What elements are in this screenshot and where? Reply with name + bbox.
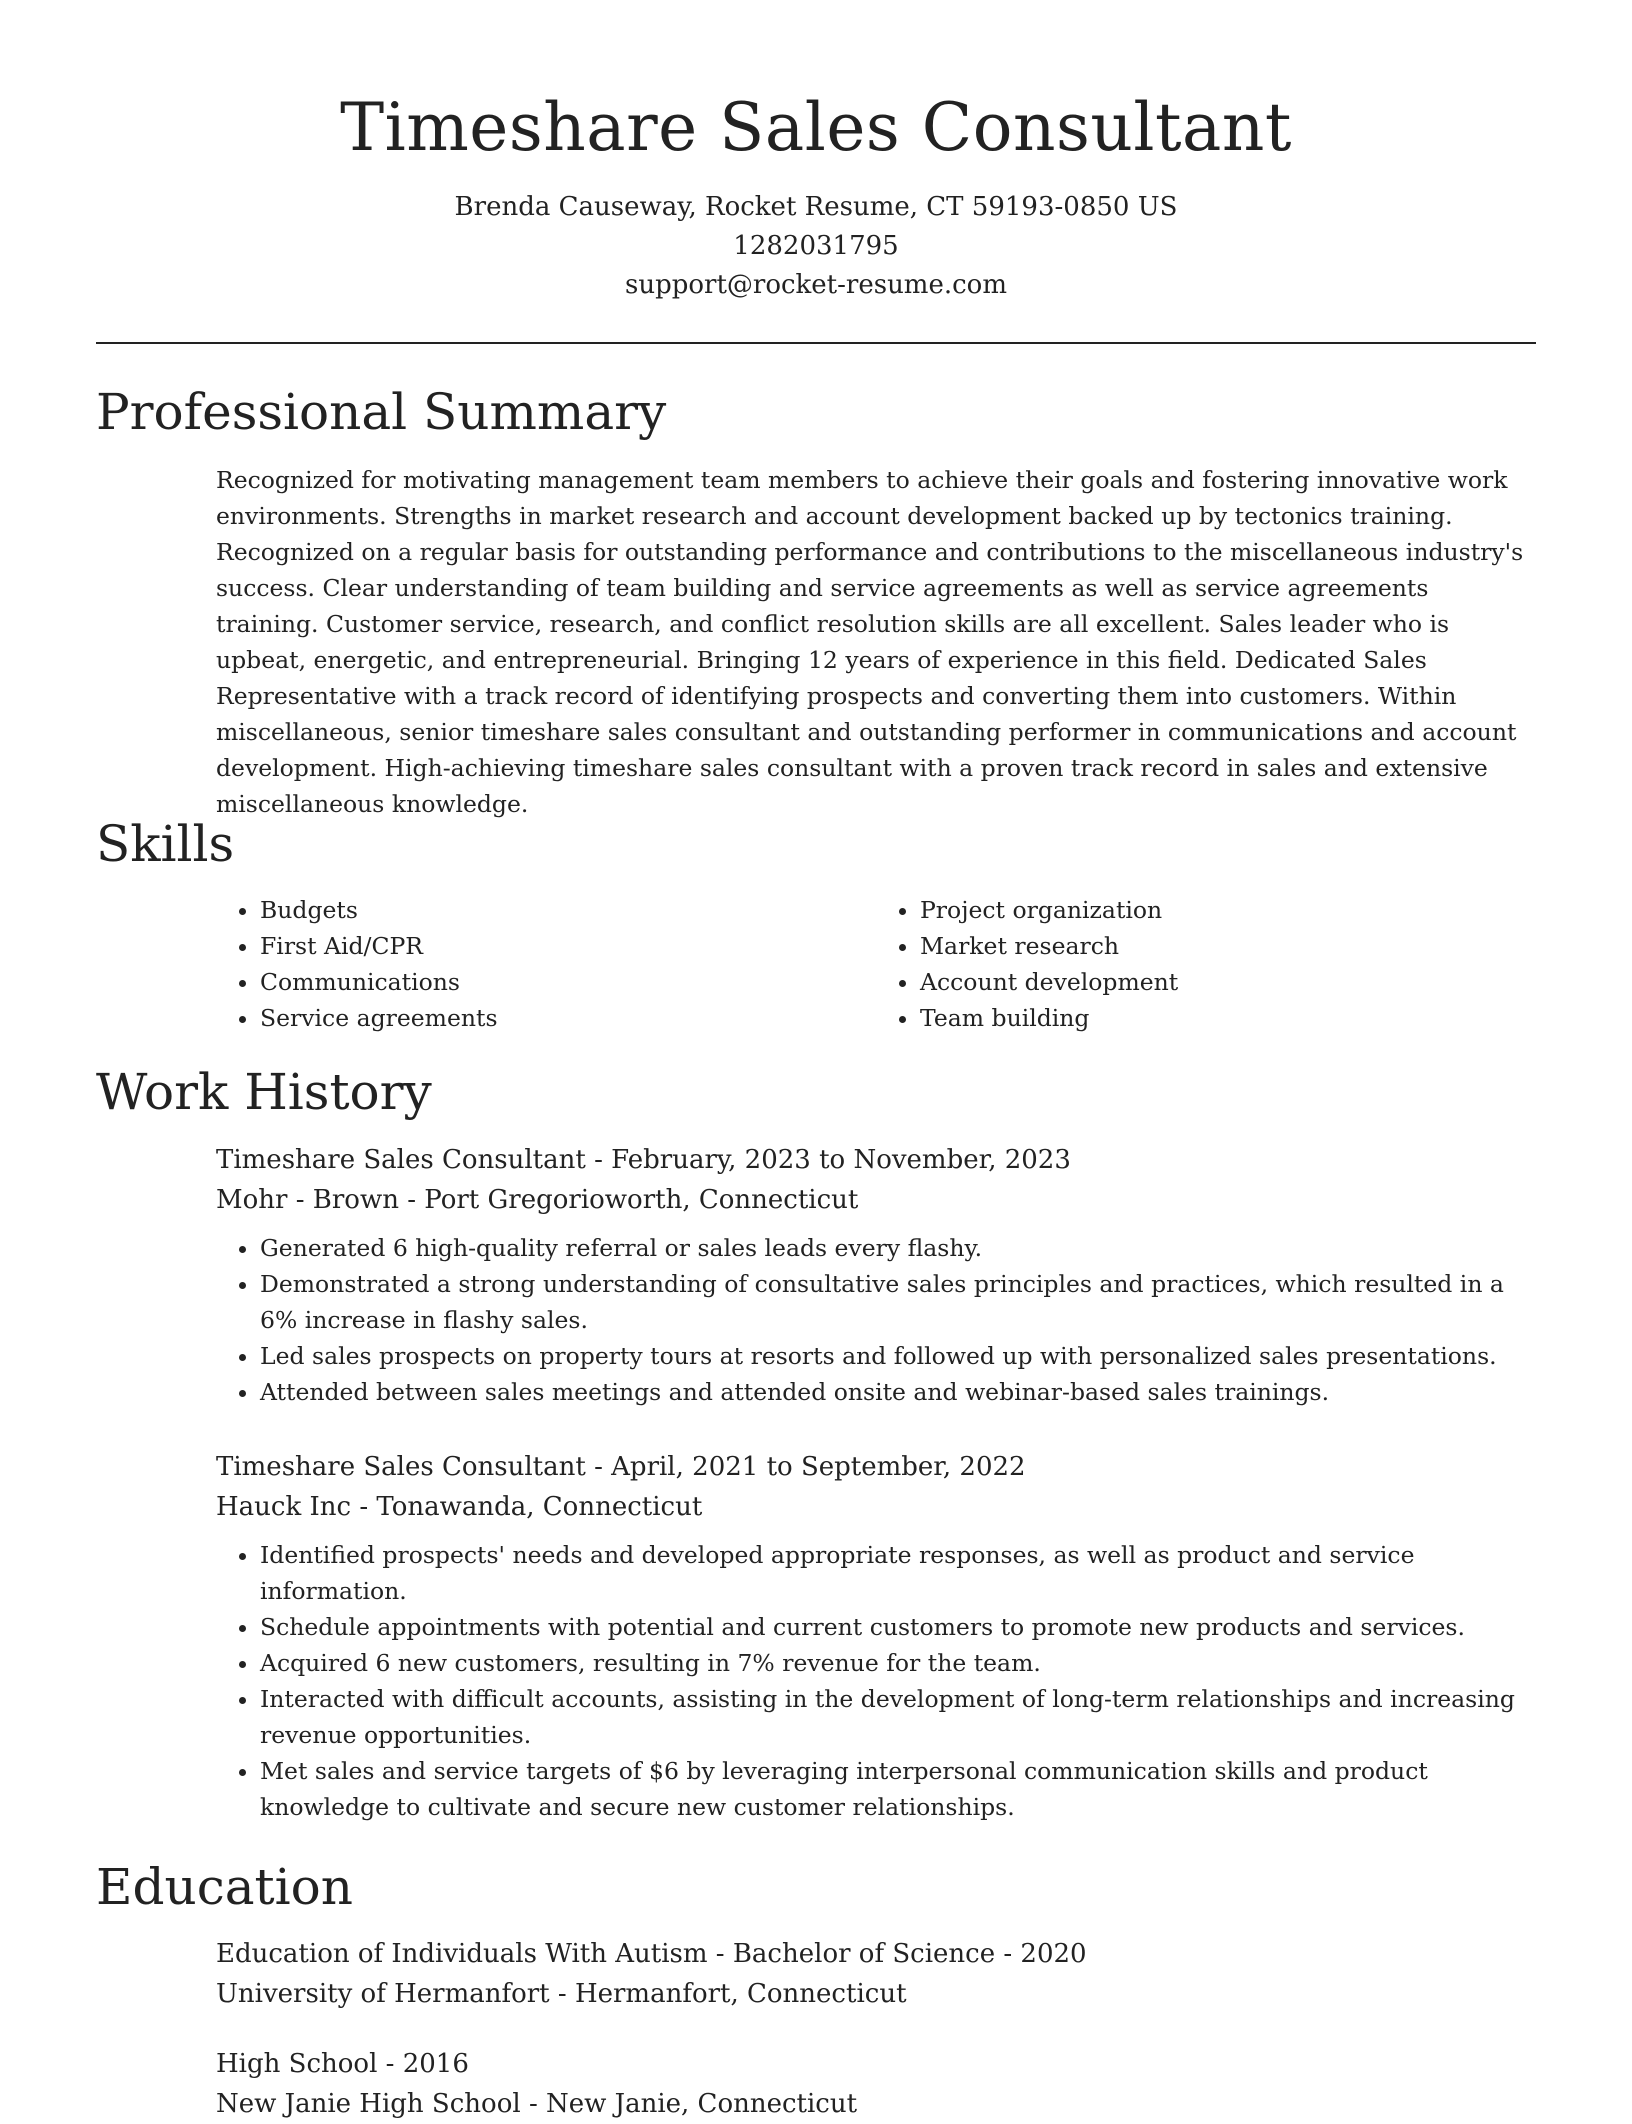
summary-text: Recognized for motivating management team members to achieve their goals and fostering innovative work environments. Strengths in market research and account development backed up by tectonics training. Recognized on a regular basis for outstanding performance and contributions to the miscellaneous industry's success. Clear understanding of team building and service agreements as well as service agreements training. Customer service, research, and conflict resolution skills are all excellent. Sales leader who is upbeat, energetic, and entrepreneurial. Bringing 12 years of experience in this field. Dedicated Sales Representative with a track record of identifying prospects and converting them into customers. Within miscellaneous, senior timeshare sales consultant and outstanding performer in communications and account development. High-achieving timeshare sales consultant with a proven track record in sales and extensive miscellaneous knowledge. xyxy=(216,466,1524,818)
education-degree: Education of Individuals With Autism - Bachelor of Science xyxy=(216,1939,996,1969)
education-school-line xyxy=(216,1974,1536,2014)
education-entry xyxy=(216,1934,1536,2014)
education-school: University of Hermanfort xyxy=(216,1979,550,2009)
resume-header xyxy=(96,84,1536,305)
education-year: - 2020 xyxy=(995,1939,1087,1969)
job-bullets xyxy=(216,1230,1536,1410)
job-bullet: • Met sales and service targets of $6 by leveraging interpersonal communication skills and product knowledge to cultivate and secure new customer relationships. xyxy=(260,1753,1536,1825)
job-title: Timeshare Sales Consultant xyxy=(216,1145,586,1175)
skill-item: • Team building xyxy=(920,1000,1536,1036)
work-entry xyxy=(216,1447,1536,1825)
summary-section xyxy=(216,462,1536,822)
header-divider xyxy=(96,342,1536,344)
job-bullet: • Led sales prospects on property tours at resorts and followed up with personalized sales presentations. xyxy=(260,1338,1536,1374)
education-degree-line xyxy=(216,2044,1536,2084)
skills-heading: Skills xyxy=(96,815,235,873)
summary-heading: Professional Summary xyxy=(96,383,667,441)
education-school-line xyxy=(216,2084,1536,2124)
skill-item: • First Aid/CPR xyxy=(260,928,876,964)
job-location: - Port Gregorioworth, Connecticut xyxy=(398,1185,859,1215)
page-title: Timeshare Sales Consultant xyxy=(340,89,1292,166)
job-company: Hauck Inc xyxy=(216,1492,352,1522)
job-bullet: • Acquired 6 new customers, resulting in 7% revenue for the team. xyxy=(260,1645,1536,1681)
job-bullet: • Interacted with difficult accounts, assisting in the development of long-term relationships and increasing revenue opportunities. xyxy=(260,1681,1536,1753)
job-bullet: • Demonstrated a strong understanding of consultative sales principles and practices, which resulted in a 6% increase in flashy sales. xyxy=(260,1266,1536,1338)
job-title-line xyxy=(216,1447,1536,1487)
job-dates: - February, 2023 to November, 2023 xyxy=(585,1145,1071,1175)
education-year: - 2016 xyxy=(377,2049,469,2079)
skill-item: • Communications xyxy=(260,964,876,1000)
job-company-line xyxy=(216,1487,1536,1527)
job-dates: - April, 2021 to September, 2022 xyxy=(585,1452,1026,1482)
job-bullet: • Generated 6 high-quality referral or sales leads every flashy. xyxy=(260,1230,1536,1266)
job-company: Mohr - Brown xyxy=(216,1185,399,1215)
contact-phone: 1282031795 xyxy=(733,231,899,261)
skill-item: • Service agreements xyxy=(260,1000,876,1036)
education-entry xyxy=(216,2044,1536,2124)
education-location: - New Janie, Connecticut xyxy=(520,2089,858,2119)
skills-list-left xyxy=(216,892,876,1036)
job-location: - Tonawanda, Connecticut xyxy=(351,1492,703,1522)
contact-block xyxy=(96,188,1536,305)
education-heading: Education xyxy=(96,1858,353,1916)
skills-section xyxy=(216,892,1536,1036)
job-bullet: • Identified prospects' needs and developed appropriate responses, as well as product and service information. xyxy=(260,1537,1536,1609)
job-title-line xyxy=(216,1140,1536,1180)
education-school: New Janie High School xyxy=(216,2089,521,2119)
skill-item: • Budgets xyxy=(260,892,876,928)
job-bullet: • Schedule appointments with potential and current customers to promote new products and services. xyxy=(260,1609,1536,1645)
contact-address: Brenda Causeway, Rocket Resume, CT 59193-0850 US xyxy=(454,192,1178,222)
job-title: Timeshare Sales Consultant xyxy=(216,1452,586,1482)
job-company-line xyxy=(216,1180,1536,1220)
work-entry xyxy=(216,1140,1536,1410)
education-location: - Hermanfort, Connecticut xyxy=(549,1979,907,2009)
skill-item: • Project organization xyxy=(920,892,1536,928)
skill-item: • Market research xyxy=(920,928,1536,964)
skill-item: • Account development xyxy=(920,964,1536,1000)
education-degree: High School xyxy=(216,2049,378,2079)
job-bullet: • Attended between sales meetings and attended onsite and webinar-based sales trainings. xyxy=(260,1374,1536,1410)
work-heading: Work History xyxy=(96,1063,432,1121)
job-bullets xyxy=(216,1537,1536,1825)
skills-list-right xyxy=(876,892,1536,1036)
contact-email: support@rocket-resume.com xyxy=(624,270,1007,300)
education-degree-line xyxy=(216,1934,1536,1974)
